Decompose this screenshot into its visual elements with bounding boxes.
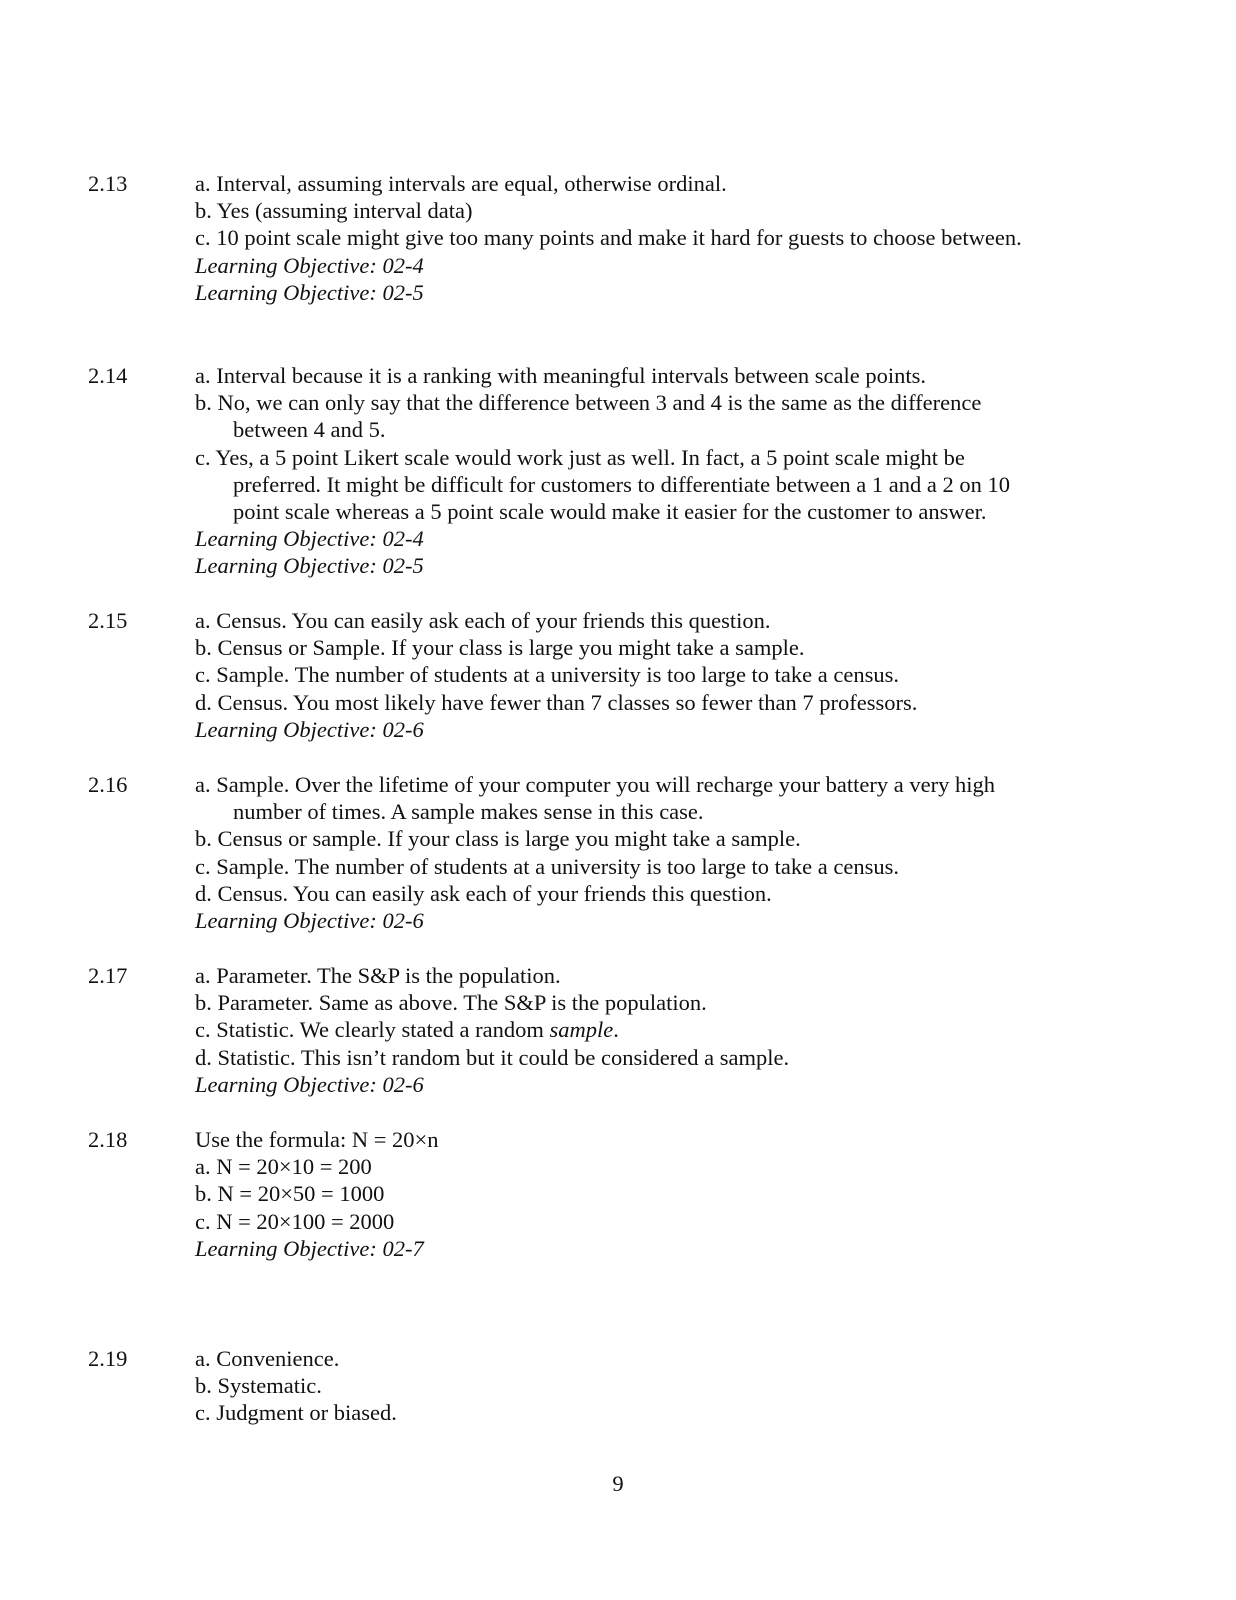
question-number: 2.16 xyxy=(88,772,128,797)
answer-line: number of times. A sample makes sense in this case. xyxy=(233,799,704,825)
learning-objective: Learning Objective: 02-6 xyxy=(195,1071,424,1097)
answer-line: c. Sample. The number of students at a university is too large to take a census. xyxy=(195,853,900,879)
answer-line: c. 10 point scale might give too many points and make it hard for guests to choose between. xyxy=(195,225,1022,251)
answer-text: . xyxy=(613,1017,619,1043)
answer-line: b. Parameter. Same as above. The S&P is the population. xyxy=(195,990,707,1016)
answer-block xyxy=(195,170,1185,306)
answer-block xyxy=(195,771,1185,934)
answer-line: c. Yes, a 5 point Likert scale would work just as well. In fact, a 5 point scale might be xyxy=(195,444,965,470)
learning-objective: Learning Objective: 02-7 xyxy=(195,1235,424,1261)
answer-line: a. N = 20×10 = 200 xyxy=(195,1154,372,1180)
answer-line: between 4 and 5. xyxy=(233,417,386,443)
learning-objective: Learning Objective: 02-6 xyxy=(195,716,424,742)
learning-objective: Learning Objective: 02-5 xyxy=(195,553,424,579)
answer-block xyxy=(195,1126,1185,1262)
question-number: 2.14 xyxy=(88,363,128,388)
answer-block xyxy=(195,362,1185,580)
answer-text: c. Statistic. We clearly stated a random xyxy=(195,1017,550,1043)
question-number: 2.18 xyxy=(88,1127,128,1152)
answer-line: d. Census. You can easily ask each of your friends this question. xyxy=(195,880,772,906)
learning-objective: Learning Objective: 02-6 xyxy=(195,908,424,934)
answer-line xyxy=(195,1016,1185,1043)
answer-line: b. Census or Sample. If your class is large you might take a sample. xyxy=(195,635,805,661)
answer-block xyxy=(195,962,1185,1098)
answer-line: a. Sample. Over the lifetime of your computer you will recharge your battery a very high xyxy=(195,772,995,797)
answer-line: point scale whereas a 5 point scale would make it easier for the customer to answer. xyxy=(233,499,987,525)
answer-line: a. Census. You can easily ask each of your friends this question. xyxy=(195,608,771,633)
answer-line: c. Sample. The number of students at a university is too large to take a census. xyxy=(195,662,900,688)
answer-block xyxy=(195,1345,1185,1427)
question-number: 2.17 xyxy=(88,963,128,988)
answer-line: a. Interval because it is a ranking with meaningful intervals between scale points. xyxy=(195,363,927,388)
answer-line: b. N = 20×50 = 1000 xyxy=(195,1181,385,1207)
question-number: 2.13 xyxy=(88,171,128,196)
answer-line: b. Yes (assuming interval data) xyxy=(195,198,473,224)
answer-line: b. Census or sample. If your class is large you might take a sample. xyxy=(195,826,801,852)
emphasis-text: sample xyxy=(549,1017,614,1043)
answer-line: Use the formula: N = 20×n xyxy=(195,1127,439,1152)
learning-objective: Learning Objective: 02-5 xyxy=(195,279,424,305)
answer-line: preferred. It might be difficult for customers to differentiate between a 1 and a 2 on 10 xyxy=(233,471,1011,497)
learning-objective: Learning Objective: 02-4 xyxy=(195,526,424,552)
answer-line: a. Interval, assuming intervals are equal, otherwise ordinal. xyxy=(195,171,727,196)
answer-line: b. No, we can only say that the difference between 3 and 4 is the same as the difference xyxy=(195,390,982,416)
answer-line: a. Parameter. The S&P is the population. xyxy=(195,963,561,988)
answer-line: c. N = 20×100 = 2000 xyxy=(195,1208,395,1234)
answer-line: b. Systematic. xyxy=(195,1373,322,1399)
question-number: 2.15 xyxy=(88,608,128,633)
question-number: 2.19 xyxy=(88,1346,128,1371)
page-number: 9 xyxy=(612,1471,624,1496)
answer-line: d. Statistic. This isn’t random but it could be considered a sample. xyxy=(195,1044,790,1070)
learning-objective: Learning Objective: 02-4 xyxy=(195,252,424,278)
answer-line: d. Census. You most likely have fewer than 7 classes so fewer than 7 professors. xyxy=(195,689,918,715)
answer-line: a. Convenience. xyxy=(195,1346,340,1371)
answer-line: c. Judgment or biased. xyxy=(195,1400,397,1426)
answer-block xyxy=(195,607,1185,743)
